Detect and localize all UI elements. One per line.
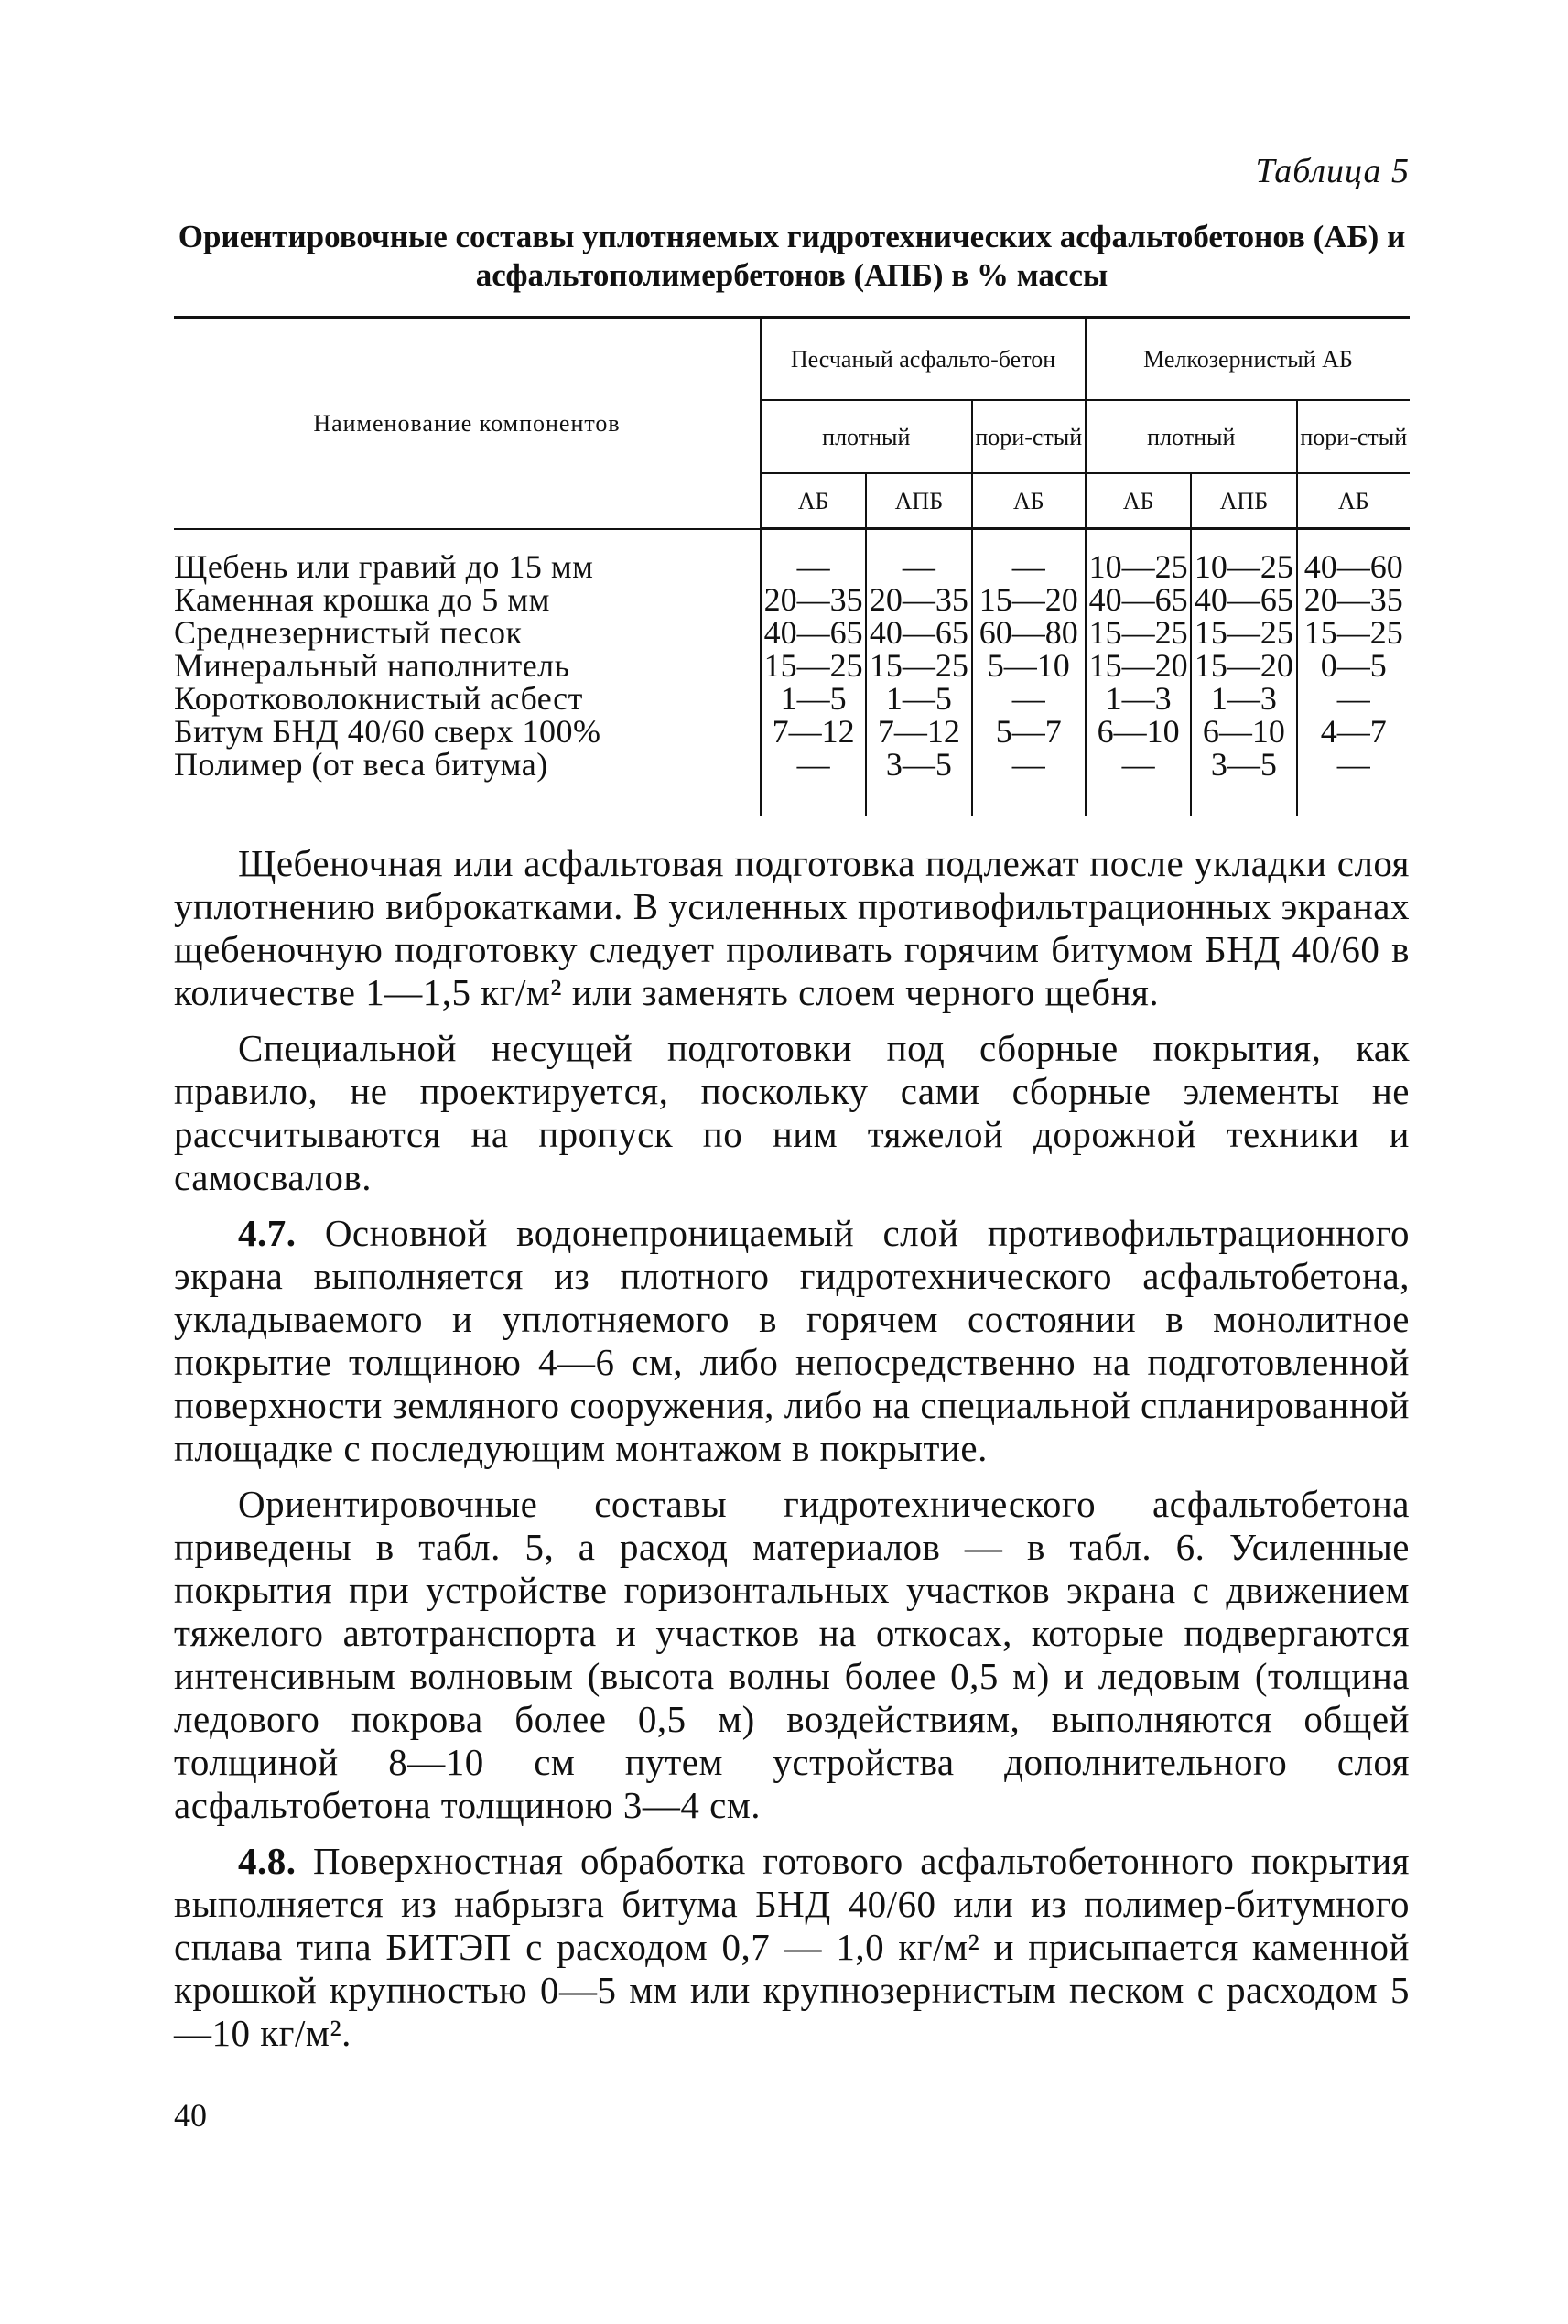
table-row — [174, 583, 1410, 616]
cell: 6—10 — [1191, 715, 1296, 748]
paragraph: Щебеночная или асфальтовая подготовка подлежат после укладки слоя уплотнению виброкатками. В усиленных противофильтрационных экранах щебеночную подготовку следует проливать горячим битумом БНД 40/60 в количестве 1—1,5 кг/м² или заменять слоем черного щебня. — [174, 842, 1410, 1013]
cell: 40—65 — [866, 616, 971, 649]
row-name: Среднезернистый песок — [174, 614, 523, 651]
cell: — — [1297, 682, 1410, 715]
paragraph: Ориентировочные составы гидротехнического асфальтобетона приведены в табл. 5, а расход материалов — в табл. 6. Усиленные покрытия при устройстве горизонтальных участков экрана с движением тяжелого автотранспорта и участков на откосах, которые подвергаются интенсивным волновым (высота волны более 0,5 м) и ледовым (толщина ледового покрова более 0,5 м) воздействиям, выполняются общей толщиной 8—10 см путем устройства дополнительного слоя асфальтобетона толщиною 3—4 см. — [174, 1483, 1410, 1826]
row-name: Коротковолокнистый асбест — [174, 680, 583, 717]
cell: 20—35 — [761, 583, 866, 616]
cell: 15—20 — [1191, 649, 1296, 682]
section-number: 4.8. — [238, 1840, 297, 1882]
cell: — — [866, 550, 971, 583]
table-row — [174, 682, 1410, 715]
header-porous-fine: пори-стый — [1297, 400, 1410, 473]
table-row — [174, 616, 1410, 649]
cell: — — [1086, 748, 1191, 781]
section-number: 4.7. — [238, 1212, 297, 1254]
cell: 15—25 — [1086, 616, 1191, 649]
cell: — — [972, 550, 1086, 583]
cell: 1—5 — [761, 682, 866, 715]
cell: 3—5 — [866, 748, 971, 781]
paragraph-text: Основной водонепроницаемый слой противофильтрационного экрана выполняется из плотного гидротехнического асфальтобетона, укладываемого и уплотняемого в горячем состоянии в монолитное покрытие толщиною 4—6 см, либо непосредственно на подготовленной поверхности земляного сооружения, либо на специальной спланированной площадке с последующим монтажом в покрытие. — [174, 1212, 1411, 1469]
row-name: Щебень или гравий до 15 мм — [174, 548, 594, 585]
paragraph: Специальной несущей подготовки под сборные покрытия, как правило, не проектируется, поскольку сами сборные элементы не рассчитываются на пропуск по ним тяжелой дорожной техники и самосвалов. — [174, 1027, 1410, 1198]
header-dense-sand: плотный — [761, 400, 972, 473]
header-dense-fine: плотный — [1086, 400, 1297, 473]
paragraph — [174, 1840, 1410, 2055]
cell: 5—10 — [972, 649, 1086, 682]
cell: 6—10 — [1086, 715, 1191, 748]
cell: 3—5 — [1191, 748, 1296, 781]
cell: 60—80 — [972, 616, 1086, 649]
cell: 0—5 — [1297, 649, 1410, 682]
header-c6: АБ — [1297, 473, 1410, 529]
cell: 5—7 — [972, 715, 1086, 748]
cell: 20—35 — [1297, 583, 1410, 616]
row-name: Полимер (от веса битума) — [174, 746, 548, 783]
header-c4: АБ — [1086, 473, 1191, 529]
table-row — [174, 550, 1410, 583]
cell: 40—65 — [1191, 583, 1296, 616]
cell: 10—25 — [1191, 550, 1296, 583]
header-c5: АПБ — [1191, 473, 1296, 529]
cell: 40—65 — [761, 616, 866, 649]
composition-table — [174, 316, 1410, 816]
table-title: Ориентировочные составы уплотняемых гидротехнических асфальтобетонов (АБ) и асфальтополимербетонов (АПБ) в % массы — [178, 219, 1406, 293]
row-name: Битум БНД 40/60 сверх 100% — [174, 713, 601, 750]
cell: 15—20 — [972, 583, 1086, 616]
cell: 1—5 — [866, 682, 971, 715]
table-row — [174, 715, 1410, 748]
cell: 15—25 — [1191, 616, 1296, 649]
cell: — — [972, 682, 1086, 715]
cell: 15—20 — [1086, 649, 1191, 682]
cell: 7—12 — [866, 715, 971, 748]
paragraph-text: Поверхностная обработка готового асфальтобетонного покрытия выполняется из набрызга битума БНД 40/60 или из полимер-битумного сплава типа БИТЭП с расходом 0,7 — 1,0 кг/м² и присыпается каменной крошкой крупностью 0—5 мм или крупнозернистым песком с расходом 5—10 кг/м². — [174, 1840, 1410, 2054]
body-text — [174, 842, 1410, 2068]
header-c1: АБ — [761, 473, 866, 529]
table-label: Таблица 5 — [1255, 152, 1410, 190]
header-group-fine: Мелкозернистый АБ — [1086, 318, 1410, 401]
header-porous-sand: пори-стый — [972, 400, 1086, 473]
cell: — — [761, 748, 866, 781]
cell: 1—3 — [1191, 682, 1296, 715]
row-name: Минеральный наполнитель — [174, 647, 570, 684]
cell: 4—7 — [1297, 715, 1410, 748]
cell: 1—3 — [1086, 682, 1191, 715]
page-number: 40 — [174, 2097, 207, 2134]
cell: 40—65 — [1086, 583, 1191, 616]
cell: 10—25 — [1086, 550, 1191, 583]
row-name: Каменная крошка до 5 мм — [174, 581, 550, 618]
cell: 15—25 — [761, 649, 866, 682]
header-c3: АБ — [972, 473, 1086, 529]
header-c2: АПБ — [866, 473, 971, 529]
header-name-column: Наименование компонентов — [174, 318, 761, 529]
table-row — [174, 649, 1410, 682]
paragraph — [174, 1212, 1410, 1470]
cell: — — [1297, 748, 1410, 781]
cell: — — [972, 748, 1086, 781]
cell: 7—12 — [761, 715, 866, 748]
cell: 40—60 — [1297, 550, 1410, 583]
header-group-sand: Песчаный асфальто-бетон — [761, 318, 1086, 401]
table-row — [174, 748, 1410, 781]
cell: — — [761, 550, 866, 583]
cell: 20—35 — [866, 583, 971, 616]
cell: 15—25 — [866, 649, 971, 682]
cell: 15—25 — [1297, 616, 1410, 649]
